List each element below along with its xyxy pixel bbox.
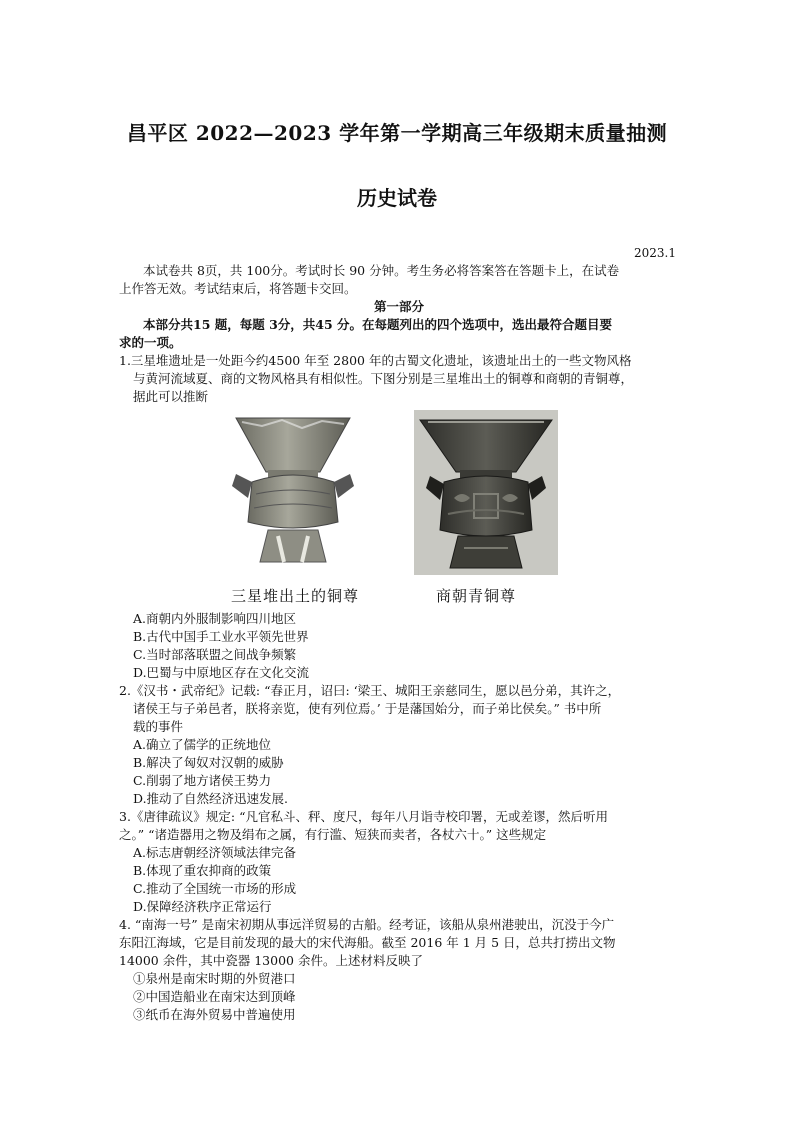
- option: ①泉州是南宋时期的外贸港口: [133, 971, 296, 986]
- option: D.保障经济秩序正常运行: [133, 899, 272, 914]
- option: C.当时部落联盟之间战争频繁: [133, 647, 297, 662]
- question-line: 据此可以推断: [133, 389, 209, 404]
- instructions-line: 上作答无效。考试结束后，将答题卡交回。: [119, 281, 357, 296]
- question-line: 1.三星堆遗址是一处距今约4500 年至 2800 年的古蜀文化遗址，该遗址出土的一些文物风格: [119, 353, 632, 368]
- option: ③纸币在海外贸易中普遍使用: [133, 1007, 296, 1022]
- option: A.标志唐朝经济领域法律完备: [133, 845, 297, 860]
- part-description-line: 求的一项。: [119, 335, 182, 350]
- option: D.巴蜀与中原地区存在文化交流: [133, 665, 310, 680]
- question-line: 东阳江海域，它是目前发现的最大的宋代海船。截至 2016 年 1 月 5 日，总共打捞出文物: [119, 935, 616, 950]
- part-description-line: 本部分共15 题，每题 3分，共45 分。在每题列出的四个选项中，选出最符合题目要: [143, 317, 613, 332]
- question-line: 14000 余件，其中瓷器 13000 余件。上述材料反映了: [119, 953, 423, 968]
- question-line: 3.《唐律疏议》规定: “凡官私斗、秤、度尺，每年八月诣寺校印署，无或差谬，然后听用: [119, 809, 609, 824]
- question-line: 4. “南海一号” 是南宋初期从事远洋贸易的古船。经考证，该船从泉州港驶出，沉没于今广: [119, 917, 615, 932]
- instructions: [119, 262, 679, 298]
- question-line: 之。” “诸造器用之物及绢布之属，有行滥、短狭而卖者，各杖六十。” 这些规定: [119, 827, 547, 842]
- option: B.解决了匈奴对汉朝的威胁: [133, 755, 284, 770]
- option: C.削弱了地方诸侯王势力: [133, 773, 272, 788]
- option: A.确立了儒学的正统地位: [133, 737, 272, 752]
- option: B.古代中国手工业水平领先世界: [133, 629, 309, 644]
- question-3: [119, 808, 689, 844]
- question-line: 2.《汉书・武帝纪》记载: “春正月，诏曰: ‘梁王、城阳王亲慈同生，愿以邑分弟，其许之，: [119, 683, 621, 698]
- question-line: 载的事件: [133, 719, 184, 734]
- option: C.推动了全国统一市场的形成: [133, 881, 297, 896]
- caption-sanxingdui: 三星堆出土的铜尊: [231, 587, 360, 605]
- sanxingdui-zun-image: [222, 412, 364, 572]
- question-line: 与黄河流域夏、商的文物风格具有相似性。下图分别是三星堆出土的铜尊和商朝的青铜尊，: [133, 371, 634, 386]
- option: B.体现了重农抑商的政策: [133, 863, 272, 878]
- question-line: 诸侯王与子弟邑者，朕将亲览，使有列位焉。’ 于是藩国始分，而子弟比侯矣。” 书中所: [133, 701, 602, 716]
- option: D.推动了自然经济迅速发展.: [133, 791, 289, 806]
- exam-title: 昌平区 2022—2023 学年第一学期高三年级期末质量抽测: [126, 121, 668, 145]
- caption-shang: 商朝青铜尊: [436, 587, 517, 605]
- option: ②中国造船业在南宋达到顶峰: [133, 989, 296, 1004]
- exam-date: 2023.1: [634, 246, 676, 260]
- part-description: [119, 316, 689, 352]
- question-4: [119, 916, 689, 970]
- part-heading: 第一部分: [373, 299, 424, 314]
- shang-zun-image: [414, 410, 558, 575]
- option: A.商朝内外服制影响四川地区: [133, 611, 297, 626]
- instructions-line: 本试卷共 8页，共 100分。考试时长 90 分钟。考生务必将答案答在答题卡上，在试卷: [143, 263, 620, 278]
- question-2: [119, 682, 689, 736]
- subject-title: 历史试卷: [357, 186, 437, 210]
- question-1: [119, 352, 689, 406]
